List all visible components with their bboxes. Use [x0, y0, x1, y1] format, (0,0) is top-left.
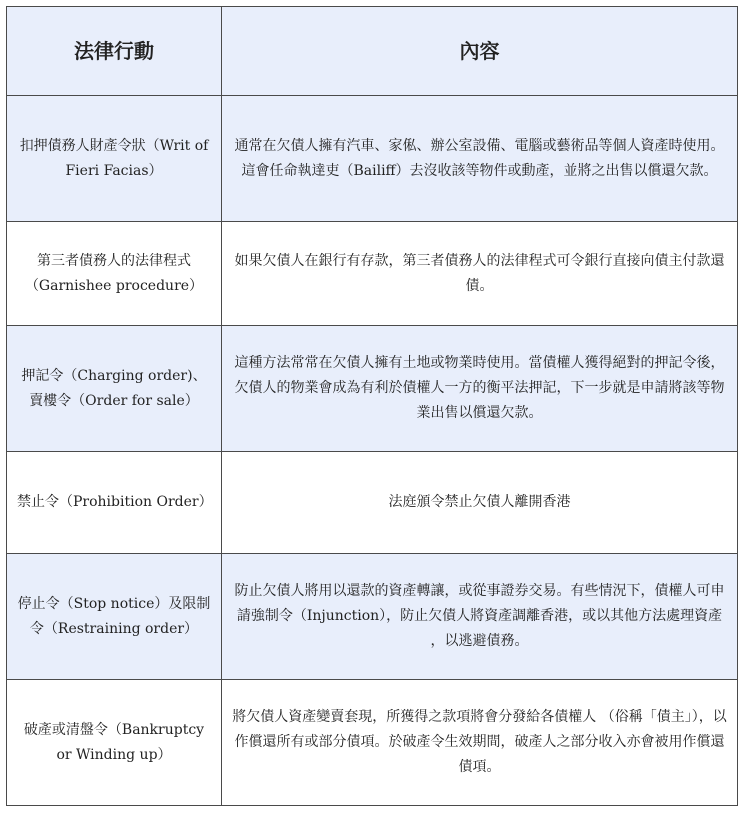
header-row [7, 7, 738, 96]
header-legal-action: 法律行動 [7, 7, 222, 96]
action-cell: 第三者債務人的法律程式（Garnishee procedure） [7, 222, 222, 326]
legal-actions-table [6, 6, 738, 806]
table-row [7, 326, 738, 452]
action-cell: 押記令（Charging order)、賣樓令（Order for sale） [7, 326, 222, 452]
content-cell: 如果欠債人在銀行有存款，第三者債務人的法律程式可令銀行直接向債主付款還債。 [222, 222, 738, 326]
table-row [7, 452, 738, 554]
content-cell: 通常在欠債人擁有汽車、家俬、辦公室設備、電腦或藝術品等個人資產時使用。這會任命執達吏（Bailiff）去沒收該等物件或動產，並將之出售以償還欠款。 [222, 96, 738, 222]
action-cell: 破產或清盤令（Bankruptcy or Winding up） [7, 680, 222, 806]
table-row [7, 554, 738, 680]
content-cell: 法庭頒令禁止欠債人離開香港 [222, 452, 738, 554]
content-cell: 將欠債人資產變賣套現，所獲得之款項將會分發給各債權人 （俗稱「債主」），以作償還所有或部分債項。於破產令生效期間，破產人之部分收入亦會被用作償還債項。 [222, 680, 738, 806]
table-row [7, 222, 738, 326]
legal-actions-table-wrapper [6, 6, 738, 806]
table-row [7, 680, 738, 806]
action-cell: 扣押債務人財產令狀（Writ of Fieri Facias） [7, 96, 222, 222]
content-cell: 防止欠債人將用以還款的資產轉讓，或從事證券交易。有些情況下，債權人可申請強制令（Injunction），防止欠債人將資產調離香港，或以其他方法處理資產 ，以逃避債務。 [222, 554, 738, 680]
table-row [7, 96, 738, 222]
action-cell: 禁止令（Prohibition Order） [7, 452, 222, 554]
content-cell: 這種方法常常在欠債人擁有土地或物業時使用。當債權人獲得絕對的押記令後，欠債人的物業會成為有利於債權人一方的衡平法押記，下一步就是申請將該等物業出售以償還欠款。 [222, 326, 738, 452]
header-content: 內容 [222, 7, 738, 96]
action-cell: 停止令（Stop notice）及限制令（Restraining order） [7, 554, 222, 680]
